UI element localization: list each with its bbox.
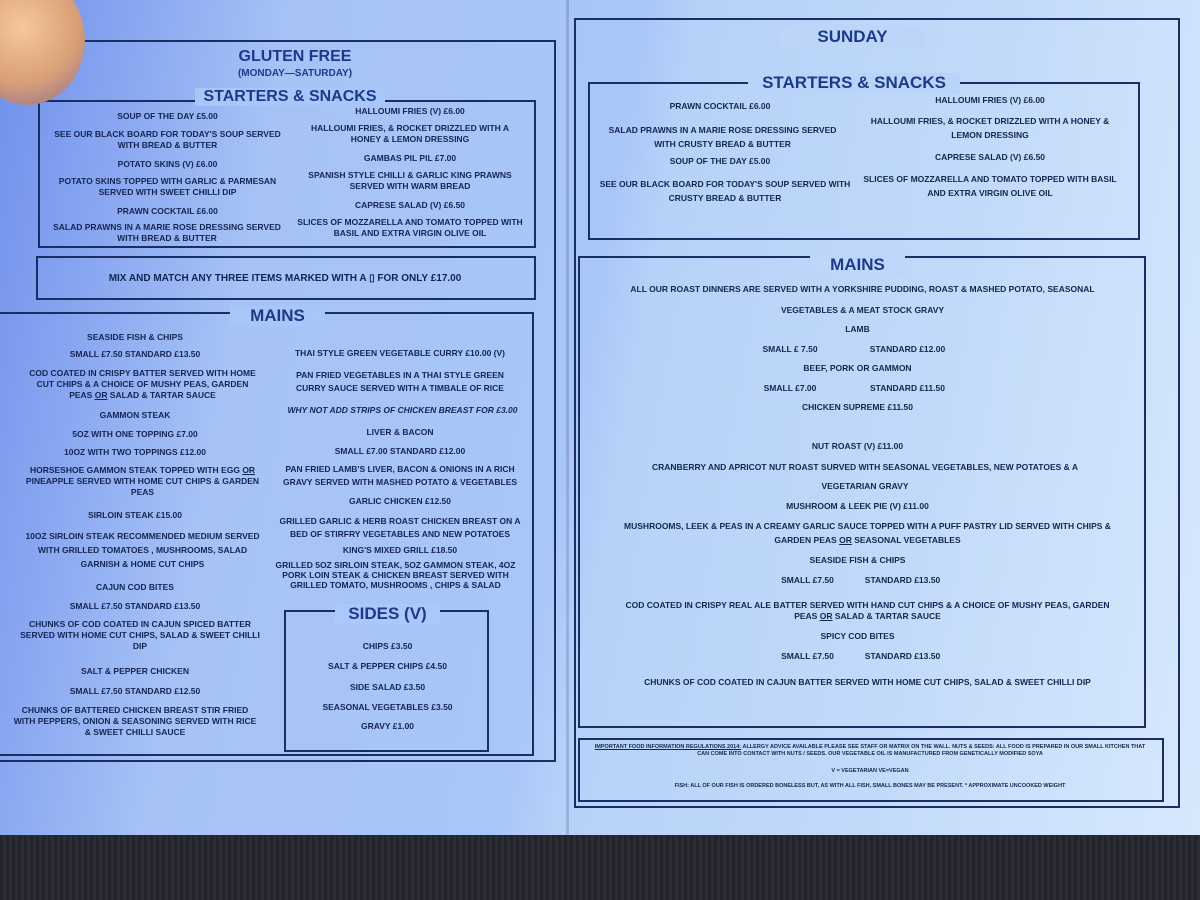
right-soup-name: SOUP OF THE DAY £5.00: [669, 156, 771, 166]
food-info-fish: FISH: ALL OF OUR FISH IS ORDERED BONELESS BUT, AS WITH ALL FISH, SMALL BONES MAY BE PRESENT. * APPROXIMATE UNCOOKED WEIGHT: [674, 783, 1066, 789]
right-halloumi-name: HALLOUMI FRIES (V) £6.00: [935, 95, 1045, 105]
pie-desc-2: GARDEN PEAS OR SEASONAL VEGETABLES: [774, 535, 961, 545]
main-thai-name: THAI STYLE GREEN VEGETABLE CURRY £10.00 (V): [294, 348, 506, 358]
left-prawn-name: PRAWN COCKTAIL £6.00: [117, 206, 218, 216]
lamb-small: SMALL £ 7.50: [762, 344, 818, 354]
main-cajun-name: CAJUN COD BITES: [96, 582, 174, 592]
left-starters-title: STARTERS & SNACKS: [195, 88, 385, 106]
main-liver-price: SMALL £7.00 STANDARD £12.00: [334, 446, 466, 456]
main-thai-desc: PAN FRIED VEGETABLES IN A THAI STYLE GREEN CURRY SAUCE SERVED WITH A TIMBALE OF RICE: [296, 370, 504, 393]
table-surface: [0, 835, 1200, 900]
main-cajun-price: SMALL £7.50 STANDARD £13.50: [69, 601, 201, 611]
left-skins-name: POTATO SKINS (V) £6.00: [117, 159, 218, 169]
right-prawn-desc: SALAD PRAWNS IN A MARIE ROSE DRESSING SERVED WITH CRUSTY BREAD & BUTTER: [608, 125, 837, 149]
cod-small: SMALL £7.50: [781, 651, 834, 661]
nut-name: NUT ROAST (V) £11.00: [811, 441, 904, 451]
right-halloumi-desc: HALLOUMI FRIES, & ROCKET DRIZZLED WITH A HONEY & LEMON DRESSING: [870, 116, 1110, 140]
left-soup-name: SOUP OF THE DAY £5.00: [117, 111, 218, 121]
mix-match-text: MIX AND MATCH ANY THREE ITEMS MARKED WITH A ▯ FOR ONLY £17.00: [108, 273, 462, 284]
roast-intro-1: ALL OUR ROAST DINNERS ARE SERVED WITH A YORKSHIRE PUDDING, ROAST & MASHED POTATO, SEASONAL: [630, 284, 1095, 294]
cod-standard: STANDARD £13.50: [864, 651, 941, 661]
pie-desc-1: MUSHROOMS, LEEK & PEAS IN A CREAMY GARLIC SAUCE TOPPED WITH A PUFF PASTRY LID SERVED WITH CHIPS &: [624, 521, 1111, 531]
main-cajun-desc: CHUNKS OF COD COATED IN CAJUN SPICED BATTER SERVED WITH HOME CUT CHIPS, SALAD & SWEET CHILLI DIP: [20, 619, 260, 651]
main-liver-desc: PAN FRIED LAMB'S LIVER, BACON & ONIONS IN A RICH GRAVY SERVED WITH MASHED POTATO & VEGETABLES: [282, 464, 518, 487]
right-caprese-name: CAPRESE SALAD (V) £6.50: [934, 152, 1046, 162]
side-item: SALT & PEPPER CHIPS £4.50: [328, 661, 447, 671]
left-soup-desc: SEE OUR BLACK BOARD FOR TODAY'S SOUP SERVED WITH BREAD & BUTTER: [54, 129, 281, 150]
roast-intro-2: VEGETABLES & A MEAT STOCK GRAVY: [780, 305, 945, 315]
beef-name: BEEF, PORK OR GAMMON: [803, 363, 912, 373]
main-saltpep-desc: CHUNKS OF BATTERED CHICKEN BREAST STIR FRIED WITH PEPPERS, ONION & SEASONING SERVED WITH RICE & SWEET CHILLI SAUCE: [13, 705, 257, 737]
main-sirloin-name: SIRLOIN STEAK £15.00: [87, 510, 182, 520]
left-halloumi-name: HALLOUMI FRIES (V) £6.00: [355, 106, 465, 116]
sunday-fish-name: SEASIDE FISH & CHIPS: [809, 555, 906, 565]
gluten-free-days: (MONDAY—SATURDAY): [237, 68, 353, 79]
main-saltpep-price: SMALL £7.50 STANDARD £12.50: [69, 686, 201, 696]
side-item: CHIPS £3.50: [362, 641, 413, 651]
sunday-title: SUNDAY: [780, 27, 925, 47]
main-sirloin-desc: 10OZ SIRLOIN STEAK RECOMMENDED MEDIUM SERVED WITH GRILLED TOMATOES , MUSHROOMS, SALAD GARNISH & HOME CUT CHIPS: [25, 531, 260, 569]
main-garlic-desc: GRILLED GARLIC & HERB ROAST CHICKEN BREAST ON A BED OF STIRFRY VEGETABLES AND NEW POTATOES: [279, 516, 521, 539]
main-kings-desc: GRILLED 5OZ SIRLOIN STEAK, 5OZ GAMMON STEAK, 4OZ PORK LOIN STEAK & CHICKEN BREAST SERVED WITH GRILLED TOMATO, MUSHROOMS , CHIPS & SALAD: [275, 560, 516, 590]
sunday-fish-desc-2: PEAS OR SALAD & TARTAR SAUCE: [794, 611, 941, 621]
side-item: SEASONAL VEGETABLES £3.50: [322, 702, 453, 712]
side-item: GRAVY £1.00: [360, 721, 415, 731]
chicken-name: CHICKEN SUPREME £11.50: [801, 402, 913, 412]
sunday-fish-desc-1: COD COATED IN CRISPY REAL ALE BATTER SERVED WITH HAND CUT CHIPS & A CHOICE OF MUSHY PEAS, GARDEN: [625, 600, 1110, 610]
main-fish-desc: COD COATED IN CRISPY BATTER SERVED WITH HOME CUT CHIPS & A CHOICE OF MUSHY PEAS, GARDEN PEAS OR SALAD & TARTAR SAUCE: [29, 368, 256, 400]
left-prawn-desc: SALAD PRAWNS IN A MARIE ROSE DRESSING SERVED WITH BREAD & BUTTER: [53, 222, 281, 243]
right-prawn-name: PRAWN COCKTAIL £6.00: [669, 101, 771, 111]
main-gammon-two: 10OZ WITH TWO TOPPINGS £12.00: [63, 447, 206, 457]
cod-name: SPICY COD BITES: [820, 631, 895, 641]
right-caprese-desc: SLICES OF MOZZARELLA AND TOMATO TOPPED WITH BASIL AND EXTRA VIRGIN OLIVE OIL: [863, 174, 1117, 198]
right-mains-title: MAINS: [810, 255, 905, 275]
beef-standard: STANDARD £11.50: [870, 383, 945, 393]
main-garlic-name: GARLIC CHICKEN £12.50: [348, 496, 452, 506]
side-item: SIDE SALAD £3.50: [349, 682, 426, 692]
right-starters-title: STARTERS & SNACKS: [748, 73, 960, 93]
nut-desc-2: VEGETARIAN GRAVY: [821, 481, 909, 491]
main-gammon-one: 5OZ WITH ONE TOPPING £7.00: [72, 429, 198, 439]
main-saltpep-name: SALT & PEPPER CHICKEN: [81, 666, 189, 676]
gluten-free-title: GLUTEN FREE: [238, 48, 352, 65]
sides-title: SIDES (V): [335, 604, 440, 624]
food-info-legend: V = VEGETARIAN VE=VEGAN: [831, 768, 909, 774]
sunday-fish-standard: STANDARD £13.50: [864, 575, 941, 585]
sunday-fish-small: SMALL £7.50: [781, 575, 834, 585]
nut-desc-1: CRANBERRY AND APRICOT NUT ROAST SURVED WITH SEASONAL VEGETABLES, NEW POTATOES & A: [652, 462, 1078, 472]
cod-desc: CHUNKS OF COD COATED IN CAJUN BATTER SERVED WITH HOME CUT CHIPS, SALAD & SWEET CHILLI DIP: [644, 677, 1091, 687]
left-mains-title: MAINS: [230, 306, 325, 326]
right-soup-desc: SEE OUR BLACK BOARD FOR TODAY'S SOUP SERVED WITH CRUSTY BREAD & BUTTER: [599, 179, 851, 203]
main-kings-name: KING'S MIXED GRILL £18.50: [342, 545, 458, 555]
main-gammon-desc: HORSESHOE GAMMON STEAK TOPPED WITH EGG OR PINEAPPLE SERVED WITH HOME CUT CHIPS & GARDEN PEAS: [25, 465, 260, 497]
left-skins-desc: POTATO SKINS TOPPED WITH GARLIC & PARMESAN SERVED WITH SWEET CHILLI DIP: [58, 176, 277, 197]
left-caprese-desc: SLICES OF MOZZARELLA AND TOMATO TOPPED WITH BASIL AND EXTRA VIRGIN OLIVE OIL: [297, 217, 523, 238]
left-caprese-name: CAPRESE SALAD (V) £6.50: [354, 200, 466, 210]
left-halloumi-desc: HALLOUMI FRIES, & ROCKET DRIZZLED WITH A HONEY & LEMON DRESSING: [310, 123, 509, 144]
main-thai-add: WHY NOT ADD STRIPS OF CHICKEN BREAST FOR £3.00: [287, 405, 518, 415]
main-fish-price: SMALL £7.50 STANDARD £13.50: [69, 349, 201, 359]
left-gambas-name: GAMBAS PIL PIL £7.00: [363, 153, 457, 163]
menu-fold: [566, 0, 569, 835]
main-gammon-name: GAMMON STEAK: [99, 410, 171, 420]
left-gambas-desc: SPANISH STYLE CHILLI & GARLIC KING PRAWNS SERVED WITH WARM BREAD: [308, 170, 512, 191]
lamb-name: LAMB: [845, 324, 870, 334]
beef-small: SMALL £7.00: [763, 383, 817, 393]
main-liver-name: LIVER & BACON: [366, 427, 434, 437]
food-info-line1: IMPORTANT FOOD INFORMATION REGULATIONS 2014: ALLERGY ADVICE AVAILABLE PLEASE SEE STAFF OR MATRIX ON THE WALL. NUTS & SEEDS: ALL FOOD IS PREPARED IN OUR SMALL KITCHEN THAT CAN COME INTO CONTACT WITH NUTS / SEEDS. OUR VEGETABLE OIL IS MANUFACTURED FROM GENETICALLY MODIFIED SOYA: [594, 744, 1146, 757]
lamb-standard: STANDARD £12.00: [869, 344, 946, 354]
main-fish-name: SEASIDE FISH & CHIPS: [87, 332, 183, 342]
pie-name: MUSHROOM & LEEK PIE (V) £11.00: [786, 501, 929, 511]
